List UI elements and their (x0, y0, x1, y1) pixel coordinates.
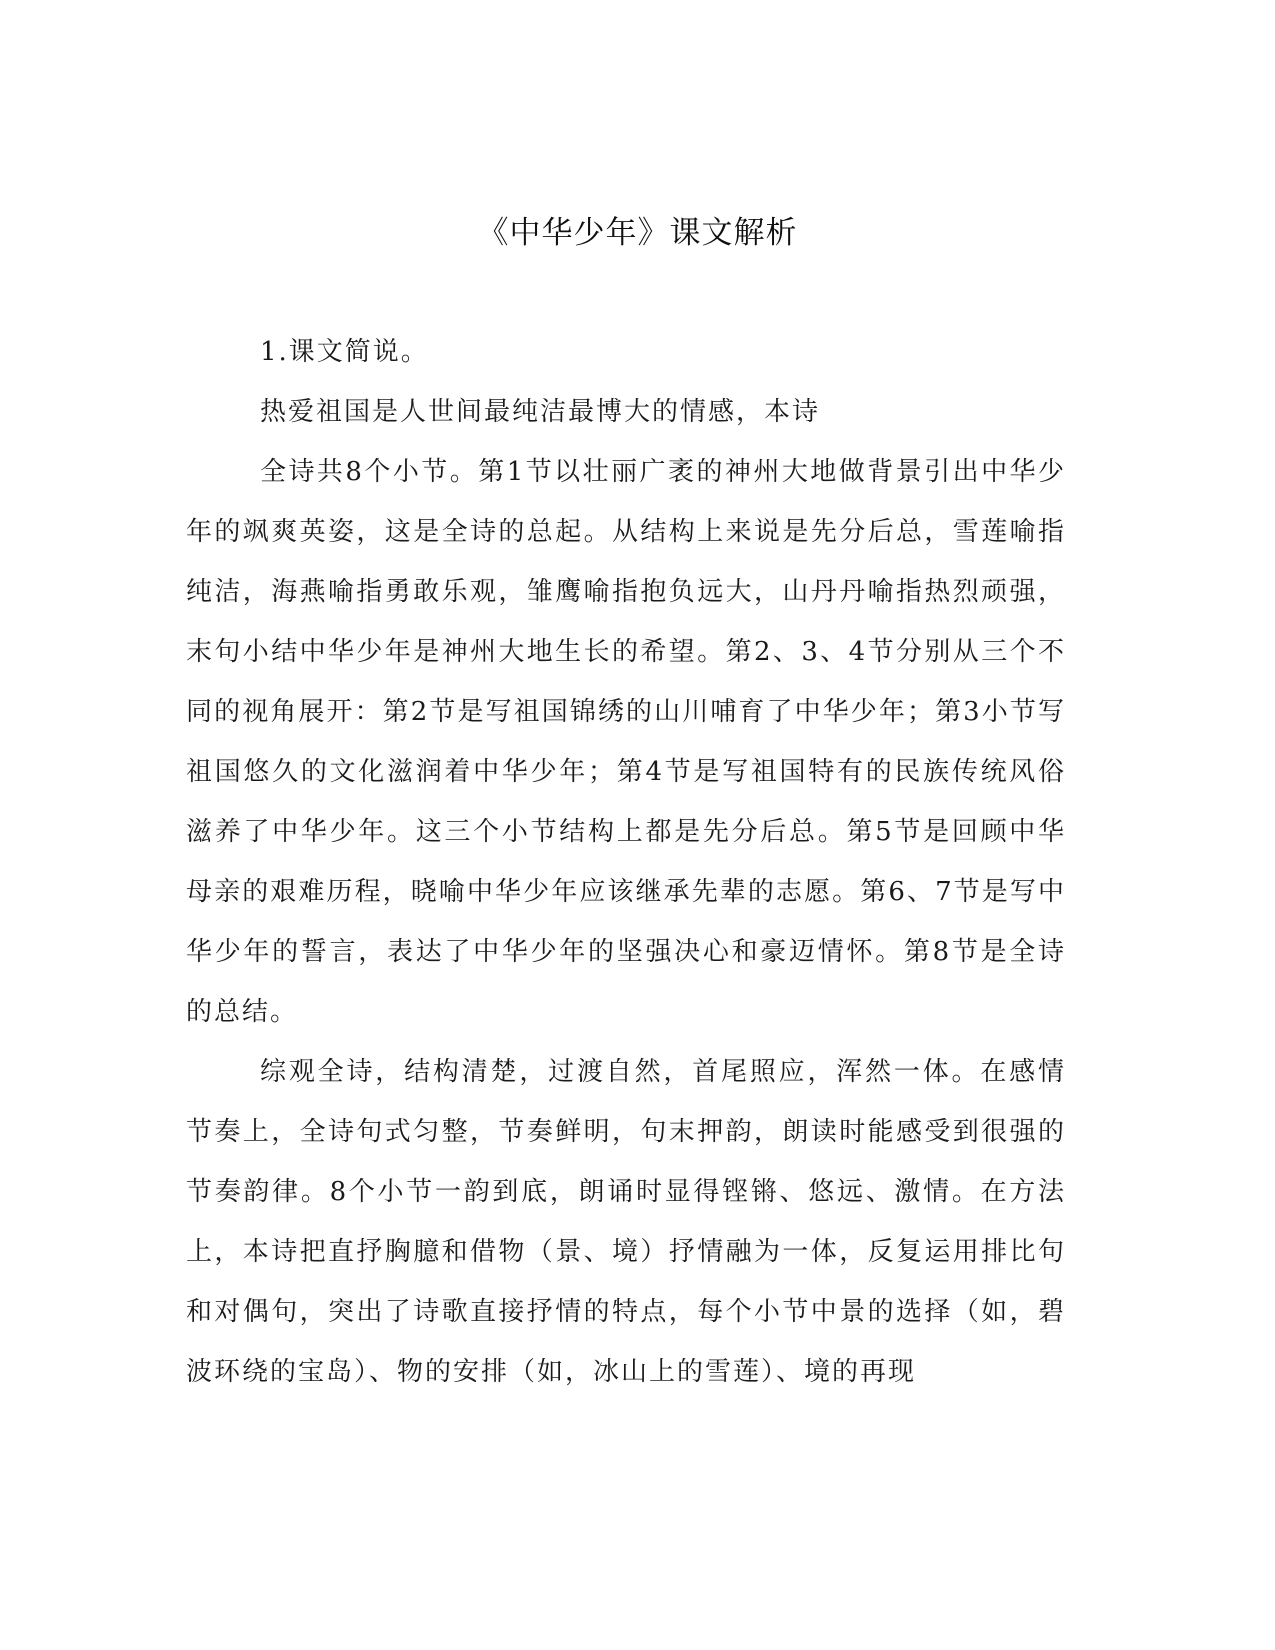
document-title: 《中华少年》课文解析 (477, 215, 798, 251)
paragraph-intro: 热爱祖国是人世间最纯洁最博大的情感，本诗 (260, 397, 821, 427)
paragraph-summary: 综观全诗，结构清楚，过渡自然，首尾照应，浑然一体。在感情节奏上，全诗句式匀整，节奏鲜明，句末押韵，朗读时能感受到很强的节奏韵律。8个小节一韵到底，朗诵时显得铿锵、悠远、激情。在方法上，本诗把直抒胸臆和借物（景、境）抒情融为一体，反复运用排比句和对偶句，突出了诗歌直接抒情的特点，每个小节中景的选择（如，碧波环绕的宝岛）、物的安排（如，冰山上的雪莲）、境的再现 (186, 1057, 1066, 1387)
document-body (186, 322, 1066, 1402)
paragraph-section-heading: 1.课文简说。 (260, 337, 429, 367)
paragraph-structure: 全诗共8个小节。第1节以壮丽广袤的神州大地做背景引出中华少年的飒爽英姿，这是全诗的总起。从结构上来说是先分后总，雪莲喻指纯洁，海燕喻指勇敢乐观，雏鹰喻指抱负远大，山丹丹喻指热烈顽强，末句小结中华少年是神州大地生长的希望。第2、3、4节分别从三个不同的视角展开：第2节是写祖国锦绣的山川哺育了中华少年；第3小节写祖国悠久的文化滋润着中华少年；第4节是写祖国特有的民族传统风俗滋养了中华少年。这三个小节结构上都是先分后总。第5节是回顾中华母亲的艰难历程，晓喻中华少年应该继承先辈的志愿。第6、7节是写中华少年的誓言，表达了中华少年的坚强决心和豪迈情怀。第8节是全诗的总结。 (186, 457, 1066, 1027)
